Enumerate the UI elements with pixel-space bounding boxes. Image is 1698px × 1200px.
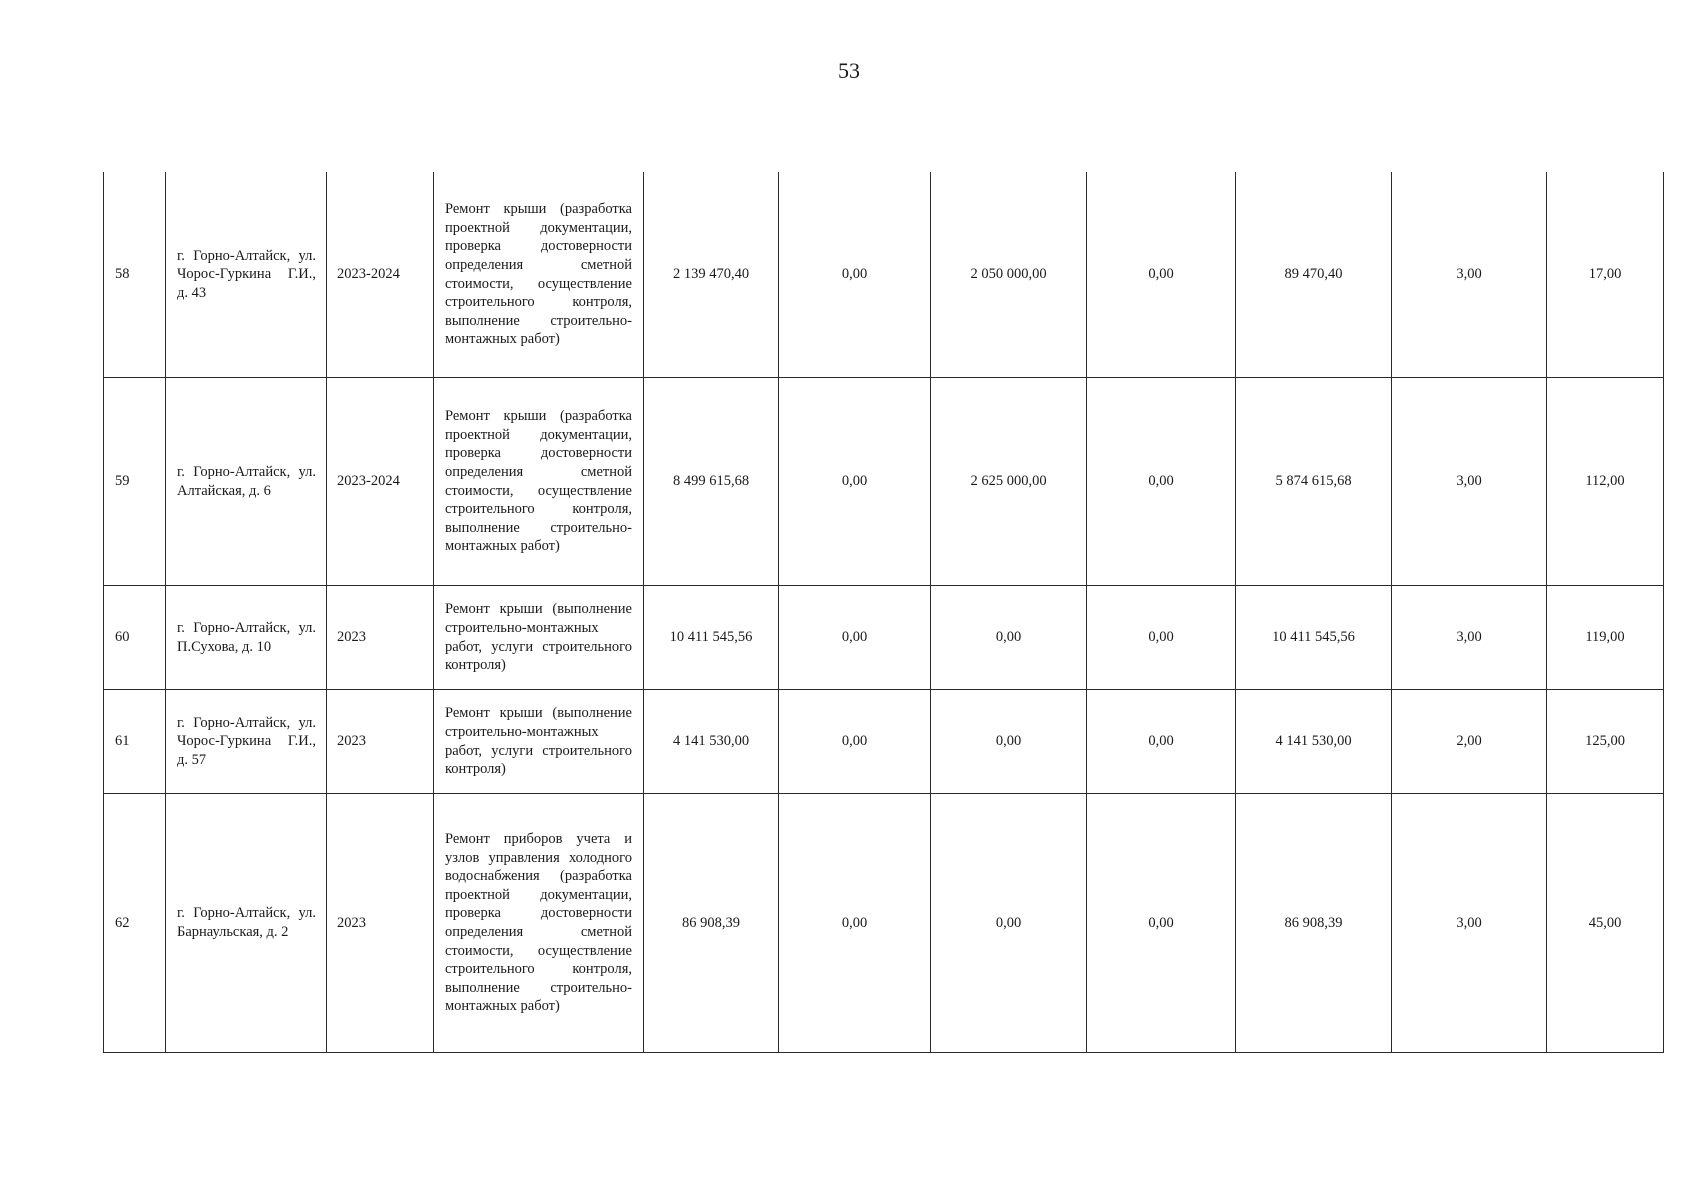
row-number: 58 — [104, 172, 166, 378]
value-cell: 0,00 — [779, 794, 931, 1053]
value-cell: 5 874 615,68 — [1236, 378, 1392, 586]
value-cell: 2 625 000,00 — [931, 378, 1087, 586]
value-cell: 0,00 — [931, 690, 1087, 794]
value-cell: 119,00 — [1547, 586, 1664, 690]
value-cell: 0,00 — [1087, 690, 1236, 794]
value-cell: 17,00 — [1547, 172, 1664, 378]
value-cell: 0,00 — [779, 378, 931, 586]
work-description-cell: Ремонт приборов учета и узлов управления холодного водоснабжения (разработка проектной документации, проверка достоверности определения сметной стоимости, осуществление строительного контроля, выполнение строительно-монтажных работ) — [434, 794, 644, 1053]
period-cell: 2023 — [327, 690, 434, 794]
page-number: 53 — [838, 58, 860, 83]
value-cell: 3,00 — [1392, 378, 1547, 586]
total-cost-cell: 8 499 615,68 — [644, 378, 779, 586]
value-cell: 0,00 — [1087, 378, 1236, 586]
work-description-cell: Ремонт крыши (разработка проектной документации, проверка достоверности определения сметной стоимости, осуществление строительного контроля, выполнение строительно-монтажных работ) — [434, 172, 644, 378]
address-cell: г. Горно-Алтайск, ул. Чорос-Гуркина Г.И., д. 43 — [166, 172, 327, 378]
value-cell: 0,00 — [779, 586, 931, 690]
value-cell: 2 050 000,00 — [931, 172, 1087, 378]
value-cell: 0,00 — [779, 690, 931, 794]
value-cell: 125,00 — [1547, 690, 1664, 794]
table-row — [104, 586, 1664, 690]
table-row — [104, 794, 1664, 1053]
work-description-cell: Ремонт крыши (выполнение строительно-монтажных работ, услуги строительного контроля) — [434, 690, 644, 794]
period-cell: 2023 — [327, 586, 434, 690]
value-cell: 0,00 — [779, 172, 931, 378]
value-cell: 112,00 — [1547, 378, 1664, 586]
value-cell: 86 908,39 — [1236, 794, 1392, 1053]
total-cost-cell: 86 908,39 — [644, 794, 779, 1053]
value-cell: 0,00 — [1087, 794, 1236, 1053]
value-cell: 2,00 — [1392, 690, 1547, 794]
address-cell: г. Горно-Алтайск, ул. П.Сухова, д. 10 — [166, 586, 327, 690]
address-cell: г. Горно-Алтайск, ул. Алтайская, д. 6 — [166, 378, 327, 586]
row-number: 60 — [104, 586, 166, 690]
row-number: 62 — [104, 794, 166, 1053]
work-description-cell: Ремонт крыши (разработка проектной документации, проверка достоверности определения сметной стоимости, осуществление строительного контроля, выполнение строительно-монтажных работ) — [434, 378, 644, 586]
value-cell: 0,00 — [1087, 586, 1236, 690]
value-cell: 0,00 — [931, 794, 1087, 1053]
table-row — [104, 172, 1664, 378]
value-cell: 4 141 530,00 — [1236, 690, 1392, 794]
period-cell: 2023-2024 — [327, 172, 434, 378]
total-cost-cell: 10 411 545,56 — [644, 586, 779, 690]
address-cell: г. Горно-Алтайск, ул. Чорос-Гуркина Г.И., д. 57 — [166, 690, 327, 794]
address-cell: г. Горно-Алтайск, ул. Барнаульская, д. 2 — [166, 794, 327, 1053]
value-cell: 89 470,40 — [1236, 172, 1392, 378]
table-row — [104, 378, 1664, 586]
value-cell: 0,00 — [931, 586, 1087, 690]
row-number: 61 — [104, 690, 166, 794]
period-cell: 2023-2024 — [327, 378, 434, 586]
table-row — [104, 690, 1664, 794]
row-number: 59 — [104, 378, 166, 586]
total-cost-cell: 2 139 470,40 — [644, 172, 779, 378]
repair-program-table — [103, 172, 1664, 1053]
value-cell: 3,00 — [1392, 172, 1547, 378]
value-cell: 3,00 — [1392, 586, 1547, 690]
value-cell: 0,00 — [1087, 172, 1236, 378]
period-cell: 2023 — [327, 794, 434, 1053]
value-cell: 10 411 545,56 — [1236, 586, 1392, 690]
value-cell: 45,00 — [1547, 794, 1664, 1053]
total-cost-cell: 4 141 530,00 — [644, 690, 779, 794]
value-cell: 3,00 — [1392, 794, 1547, 1053]
work-description-cell: Ремонт крыши (выполнение строительно-монтажных работ, услуги строительного контроля) — [434, 586, 644, 690]
